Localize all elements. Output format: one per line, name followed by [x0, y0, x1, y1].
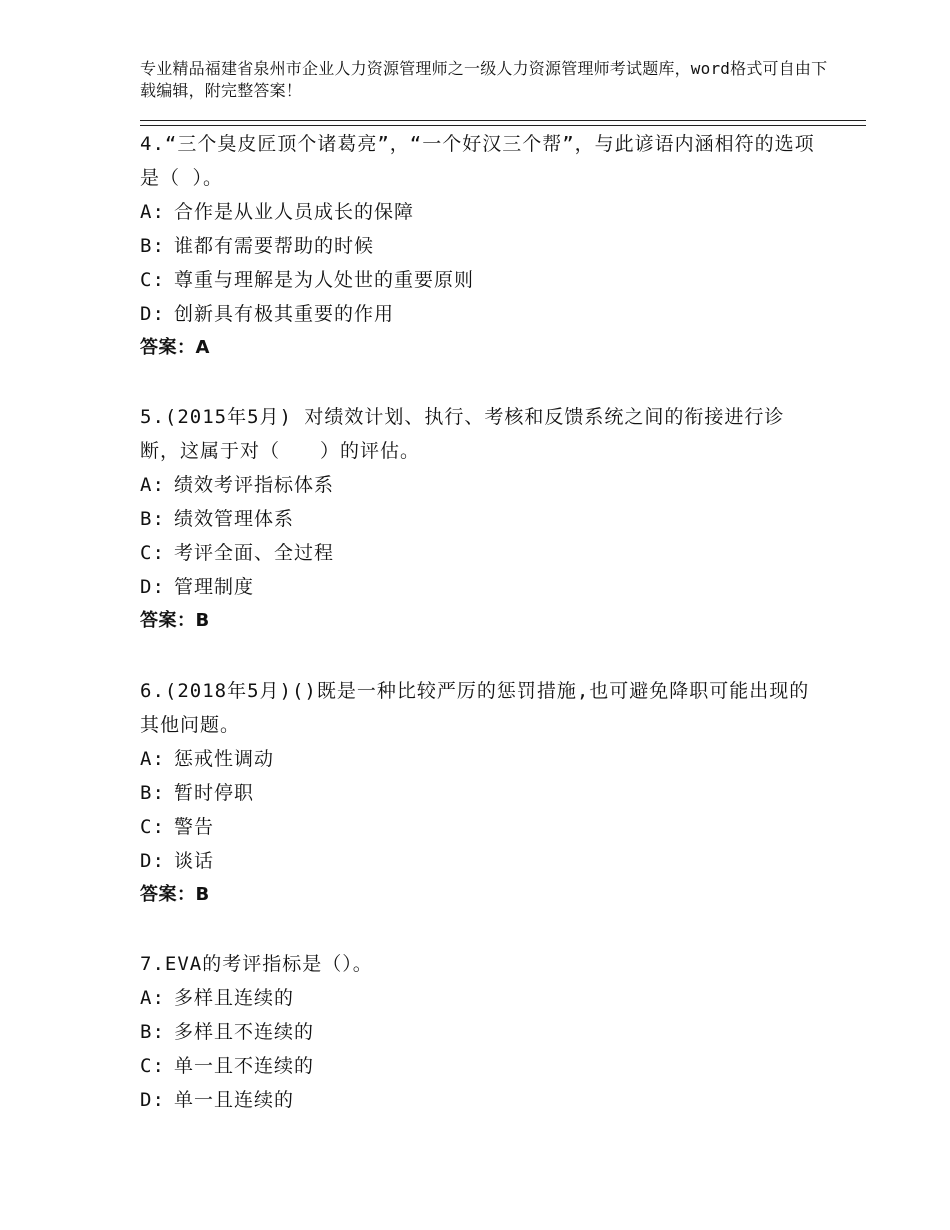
question-7	[140, 947, 820, 1117]
option-d	[140, 844, 820, 878]
option-text: 多样且连续的	[174, 987, 295, 1009]
option-text: 管理制度	[174, 576, 255, 598]
option-letter: B:	[140, 235, 165, 257]
option-c	[140, 263, 820, 297]
question-stem: 4.“三个臭皮匠顶个诸葛亮”，“一个好汉三个帮”，与此谚语内涵相符的选项是（ ）。	[140, 133, 815, 189]
option-a	[140, 981, 820, 1015]
option-text: 谁都有需要帮助的时候	[174, 235, 375, 257]
option-letter: D:	[140, 303, 165, 325]
option-a	[140, 468, 820, 502]
option-d	[140, 1083, 820, 1117]
answer-label: 答案：B	[140, 610, 210, 631]
answer-label: 答案：A	[140, 337, 210, 358]
question-6	[140, 674, 820, 912]
question-5	[140, 400, 820, 638]
question-stem: 7.EVA的考评指标是（）。	[140, 953, 373, 975]
option-c	[140, 1049, 820, 1083]
option-text: 绩效考评指标体系	[174, 474, 335, 496]
option-text: 尊重与理解是为人处世的重要原则	[174, 269, 475, 291]
option-letter: B:	[140, 782, 165, 804]
option-letter: A:	[140, 987, 165, 1009]
option-letter: C:	[140, 542, 165, 564]
option-text: 绩效管理体系	[174, 508, 295, 530]
option-letter: A:	[140, 201, 165, 223]
option-d	[140, 297, 820, 331]
option-letter: A:	[140, 474, 165, 496]
option-a	[140, 195, 820, 229]
option-letter: A:	[140, 748, 165, 770]
option-text: 警告	[174, 816, 215, 838]
option-text: 创新具有极其重要的作用	[174, 303, 395, 325]
option-letter: C:	[140, 269, 165, 291]
option-letter: B:	[140, 508, 165, 530]
option-letter: D:	[140, 1089, 165, 1111]
header-divider-top	[140, 120, 866, 121]
question-stem: 6.(2018年5月)()既是一种比较严厉的惩罚措施,也可避免降职可能出现的其他问题。	[140, 680, 810, 736]
option-letter: C:	[140, 1055, 165, 1077]
option-b	[140, 229, 820, 263]
option-text: 单一且不连续的	[174, 1055, 315, 1077]
question-stem: 5.(2015年5月) 对绩效计划、执行、考核和反馈系统之间的衔接进行诊断，这属于对（ ）的评估。	[140, 406, 785, 462]
option-text: 多样且不连续的	[174, 1021, 315, 1043]
document-header: 专业精品福建省泉州市企业人力资源管理师之一级人力资源管理师考试题库，word格式可自由下载编辑，附完整答案！	[140, 59, 828, 100]
option-a	[140, 742, 820, 776]
option-text: 谈话	[174, 850, 215, 872]
header-divider-bottom	[140, 125, 866, 126]
answer-label: 答案：B	[140, 884, 210, 905]
option-d	[140, 570, 820, 604]
option-c	[140, 536, 820, 570]
option-letter: B:	[140, 1021, 165, 1043]
option-letter: C:	[140, 816, 165, 838]
option-text: 惩戒性调动	[174, 748, 275, 770]
option-b	[140, 502, 820, 536]
option-c	[140, 810, 820, 844]
option-letter: D:	[140, 850, 165, 872]
option-text: 单一且连续的	[174, 1089, 295, 1111]
option-letter: D:	[140, 576, 165, 598]
option-text: 暂时停职	[174, 782, 255, 804]
option-text: 合作是从业人员成长的保障	[174, 201, 415, 223]
option-b	[140, 1015, 820, 1049]
option-text: 考评全面、全过程	[174, 542, 335, 564]
option-b	[140, 776, 820, 810]
question-4	[140, 127, 820, 365]
